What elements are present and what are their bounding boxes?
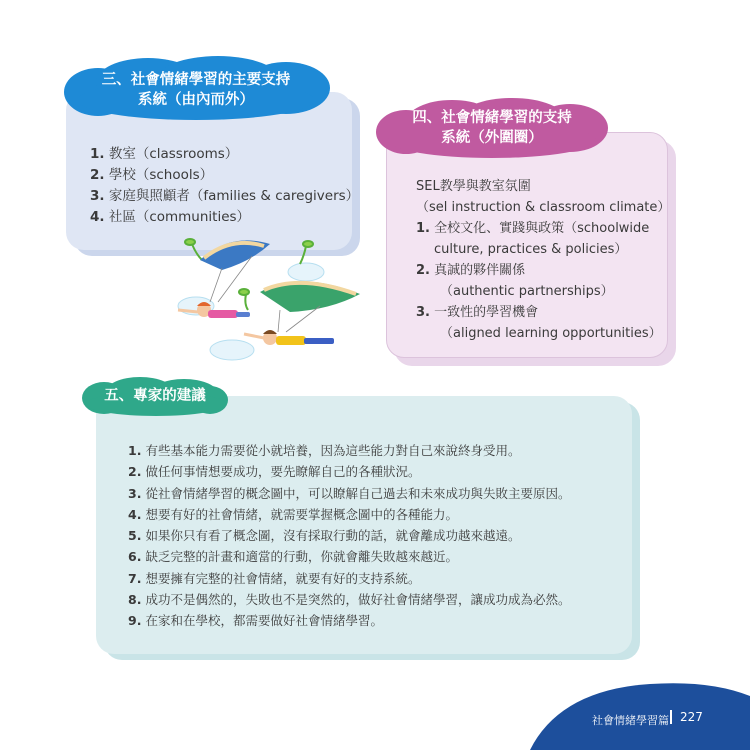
item-text: 家庭與照顧者（families & caregivers）	[108, 188, 360, 204]
item-number: 1.	[128, 443, 142, 458]
footer-divider	[670, 710, 672, 724]
section4-title	[382, 108, 602, 148]
item-number: 9.	[128, 613, 142, 629]
item-text: 有些基本能力需要從小就培養，因為這些能力對自己來說終身受用。	[145, 443, 521, 458]
item-text: 缺乏完整的計畫和適當的行動，你就會離失敗越來越近。	[145, 549, 458, 565]
list-item	[90, 186, 359, 207]
list-item	[416, 218, 670, 239]
item-text: 教室（classrooms）	[108, 146, 239, 162]
list-item	[90, 165, 359, 186]
page-number: 227	[680, 710, 703, 724]
list-item	[90, 207, 359, 228]
item-number: 3.	[90, 188, 105, 204]
footer-section-label: 社會情緒學習篇	[592, 714, 669, 727]
item-text: 社區（communities）	[108, 209, 251, 225]
list-item	[416, 302, 670, 323]
item-text: 真誠的夥伴關係	[434, 263, 526, 278]
section5-title: 五、專家的建議	[104, 388, 206, 404]
item-number: 6.	[128, 549, 142, 565]
item-text: 想要擁有完整的社會情緒，就要有好的支持系統。	[145, 570, 421, 586]
list-item	[128, 461, 570, 482]
item-text: 在家和在學校，都需要做好社會情緒學習。	[145, 613, 383, 629]
item-number: 3.	[128, 485, 142, 501]
item-text: 成功不是偶然的，失敗也不是突然的，做好社會情緒學習，讓成功成為必然。	[145, 592, 571, 608]
section3-list	[90, 144, 359, 228]
item-text: 如果你只有看了概念圖，沒有採取行動的話，就會離成功越來越遠。	[145, 528, 521, 544]
item-text-continued: （authentic partnerships）	[440, 284, 614, 299]
item-text: 全校文化、實踐與政策（schoolwide	[434, 221, 650, 236]
section4-title-line2: 系統（外圍圈）	[441, 130, 543, 146]
item-number: 2.	[128, 464, 142, 480]
section5-list	[128, 440, 570, 632]
list-item	[128, 610, 570, 631]
section4-title-line1: 四、社會情緒學習的支持	[412, 110, 572, 126]
item-number: 8.	[128, 592, 142, 608]
item-number: 4.	[128, 506, 142, 522]
item-text: 一致性的學習機會	[434, 305, 539, 320]
list-item	[128, 483, 570, 504]
section4-content	[416, 176, 670, 344]
section3-title	[70, 70, 322, 110]
section3-title-line2: 系統（由內而外）	[138, 92, 254, 108]
list-item	[128, 589, 570, 610]
item-number: 7.	[128, 570, 142, 586]
list-item	[128, 525, 570, 546]
item-text: 學校（schools）	[108, 167, 214, 183]
item-number: 5.	[128, 528, 142, 544]
item-text: 想要有好的社會情緒，就需要掌握概念圖中的各種能力。	[145, 506, 458, 522]
item-number: 4.	[90, 209, 105, 225]
list-item	[128, 546, 570, 567]
item-number: 2.	[416, 263, 430, 278]
section3-title-line1: 三、社會情緒學習的主要支持	[101, 72, 291, 88]
section4-intro-english: （sel instruction & classroom climate）	[416, 200, 671, 215]
item-text-continued: （aligned learning opportunities）	[440, 326, 662, 341]
list-item	[128, 504, 570, 525]
item-number: 1.	[416, 221, 430, 236]
section4-intro: SEL教學與教室氛圍	[416, 179, 531, 194]
list-item	[416, 260, 670, 281]
flying-books-illustration	[160, 232, 370, 372]
list-item	[128, 568, 570, 589]
item-number: 3.	[416, 305, 430, 320]
item-text: 從社會情緒學習的概念圖中，可以瞭解自己過去和未來成功與失敗主要原因。	[145, 485, 571, 501]
item-text-continued: culture, practices & policies）	[434, 242, 628, 257]
item-number: 2.	[90, 167, 105, 183]
list-item	[90, 144, 359, 165]
item-number: 1.	[90, 146, 105, 162]
item-text: 做任何事情想要成功，要先瞭解自己的各種狀況。	[145, 464, 421, 480]
footer-wave	[500, 660, 750, 750]
list-item	[128, 440, 570, 461]
